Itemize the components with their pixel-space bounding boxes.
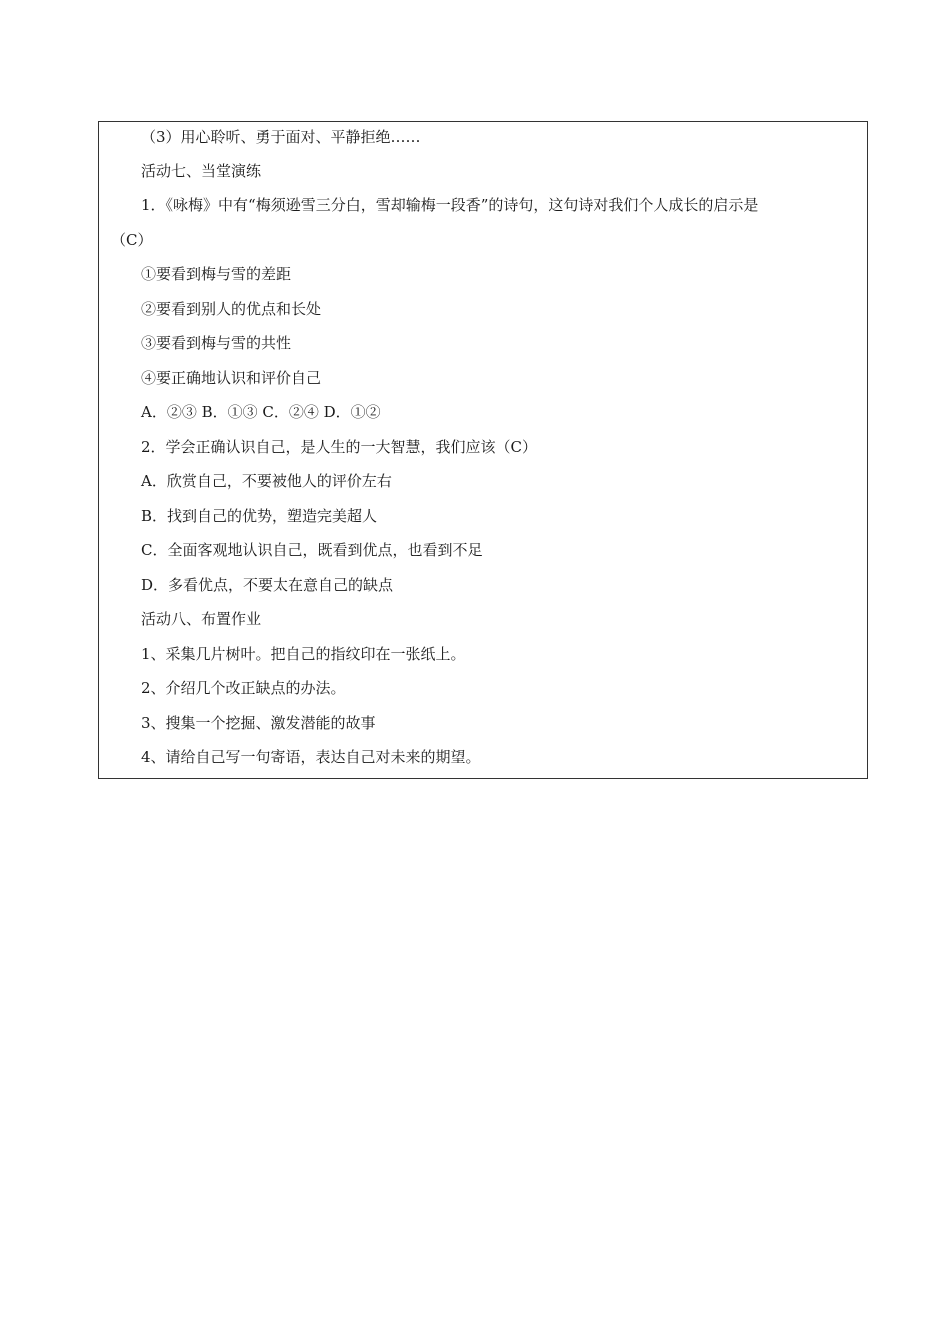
question-1-answer: （C） — [111, 231, 153, 249]
activity-seven-heading: 活动七、当堂演练 — [141, 162, 262, 180]
question-2-stem: 2．学会正确认识自己，是人生的一大智慧，我们应该（C） — [141, 438, 538, 456]
homework-item-2: 2、介绍几个改正缺点的办法。 — [141, 679, 346, 697]
activity-eight-heading: 活动八、布置作业 — [141, 610, 262, 628]
question-2-option-b: B．找到自己的优势，塑造完美超人 — [141, 507, 378, 525]
question-1-statement-4: ④要正确地认识和评价自己 — [141, 369, 322, 387]
text-line-strategy: （3）用心聆听、勇于面对、平静拒绝…… — [141, 128, 421, 146]
question-1-statement-1: ①要看到梅与雪的差距 — [141, 265, 292, 283]
question-2-option-d: D．多看优点，不要太在意自己的缺点 — [141, 576, 394, 594]
question-1-stem: 1．《咏梅》中有“梅须逊雪三分白，雪却输梅一段香”的诗句，这句诗对我们个人成长的启示是 — [141, 196, 759, 214]
question-1-statement-3: ③要看到梅与雪的共性 — [141, 334, 292, 352]
question-2-option-a: A．欣赏自己，不要被他人的评价左右 — [141, 472, 392, 490]
homework-item-4: 4、请给自己写一句寄语，表达自己对未来的期望。 — [141, 748, 481, 766]
homework-item-1: 1、采集几片树叶。把自己的指纹印在一张纸上。 — [141, 645, 466, 663]
question-1-options: A．②③ B．①③ C．②④ D．①② — [141, 403, 381, 421]
question-2-option-c: C．全面客观地认识自己，既看到优点，也看到不足 — [141, 541, 483, 559]
homework-item-3: 3、搜集一个挖掘、激发潜能的故事 — [141, 714, 376, 732]
content-table-cell — [98, 121, 868, 779]
question-1-statement-2: ②要看到别人的优点和长处 — [141, 300, 322, 318]
